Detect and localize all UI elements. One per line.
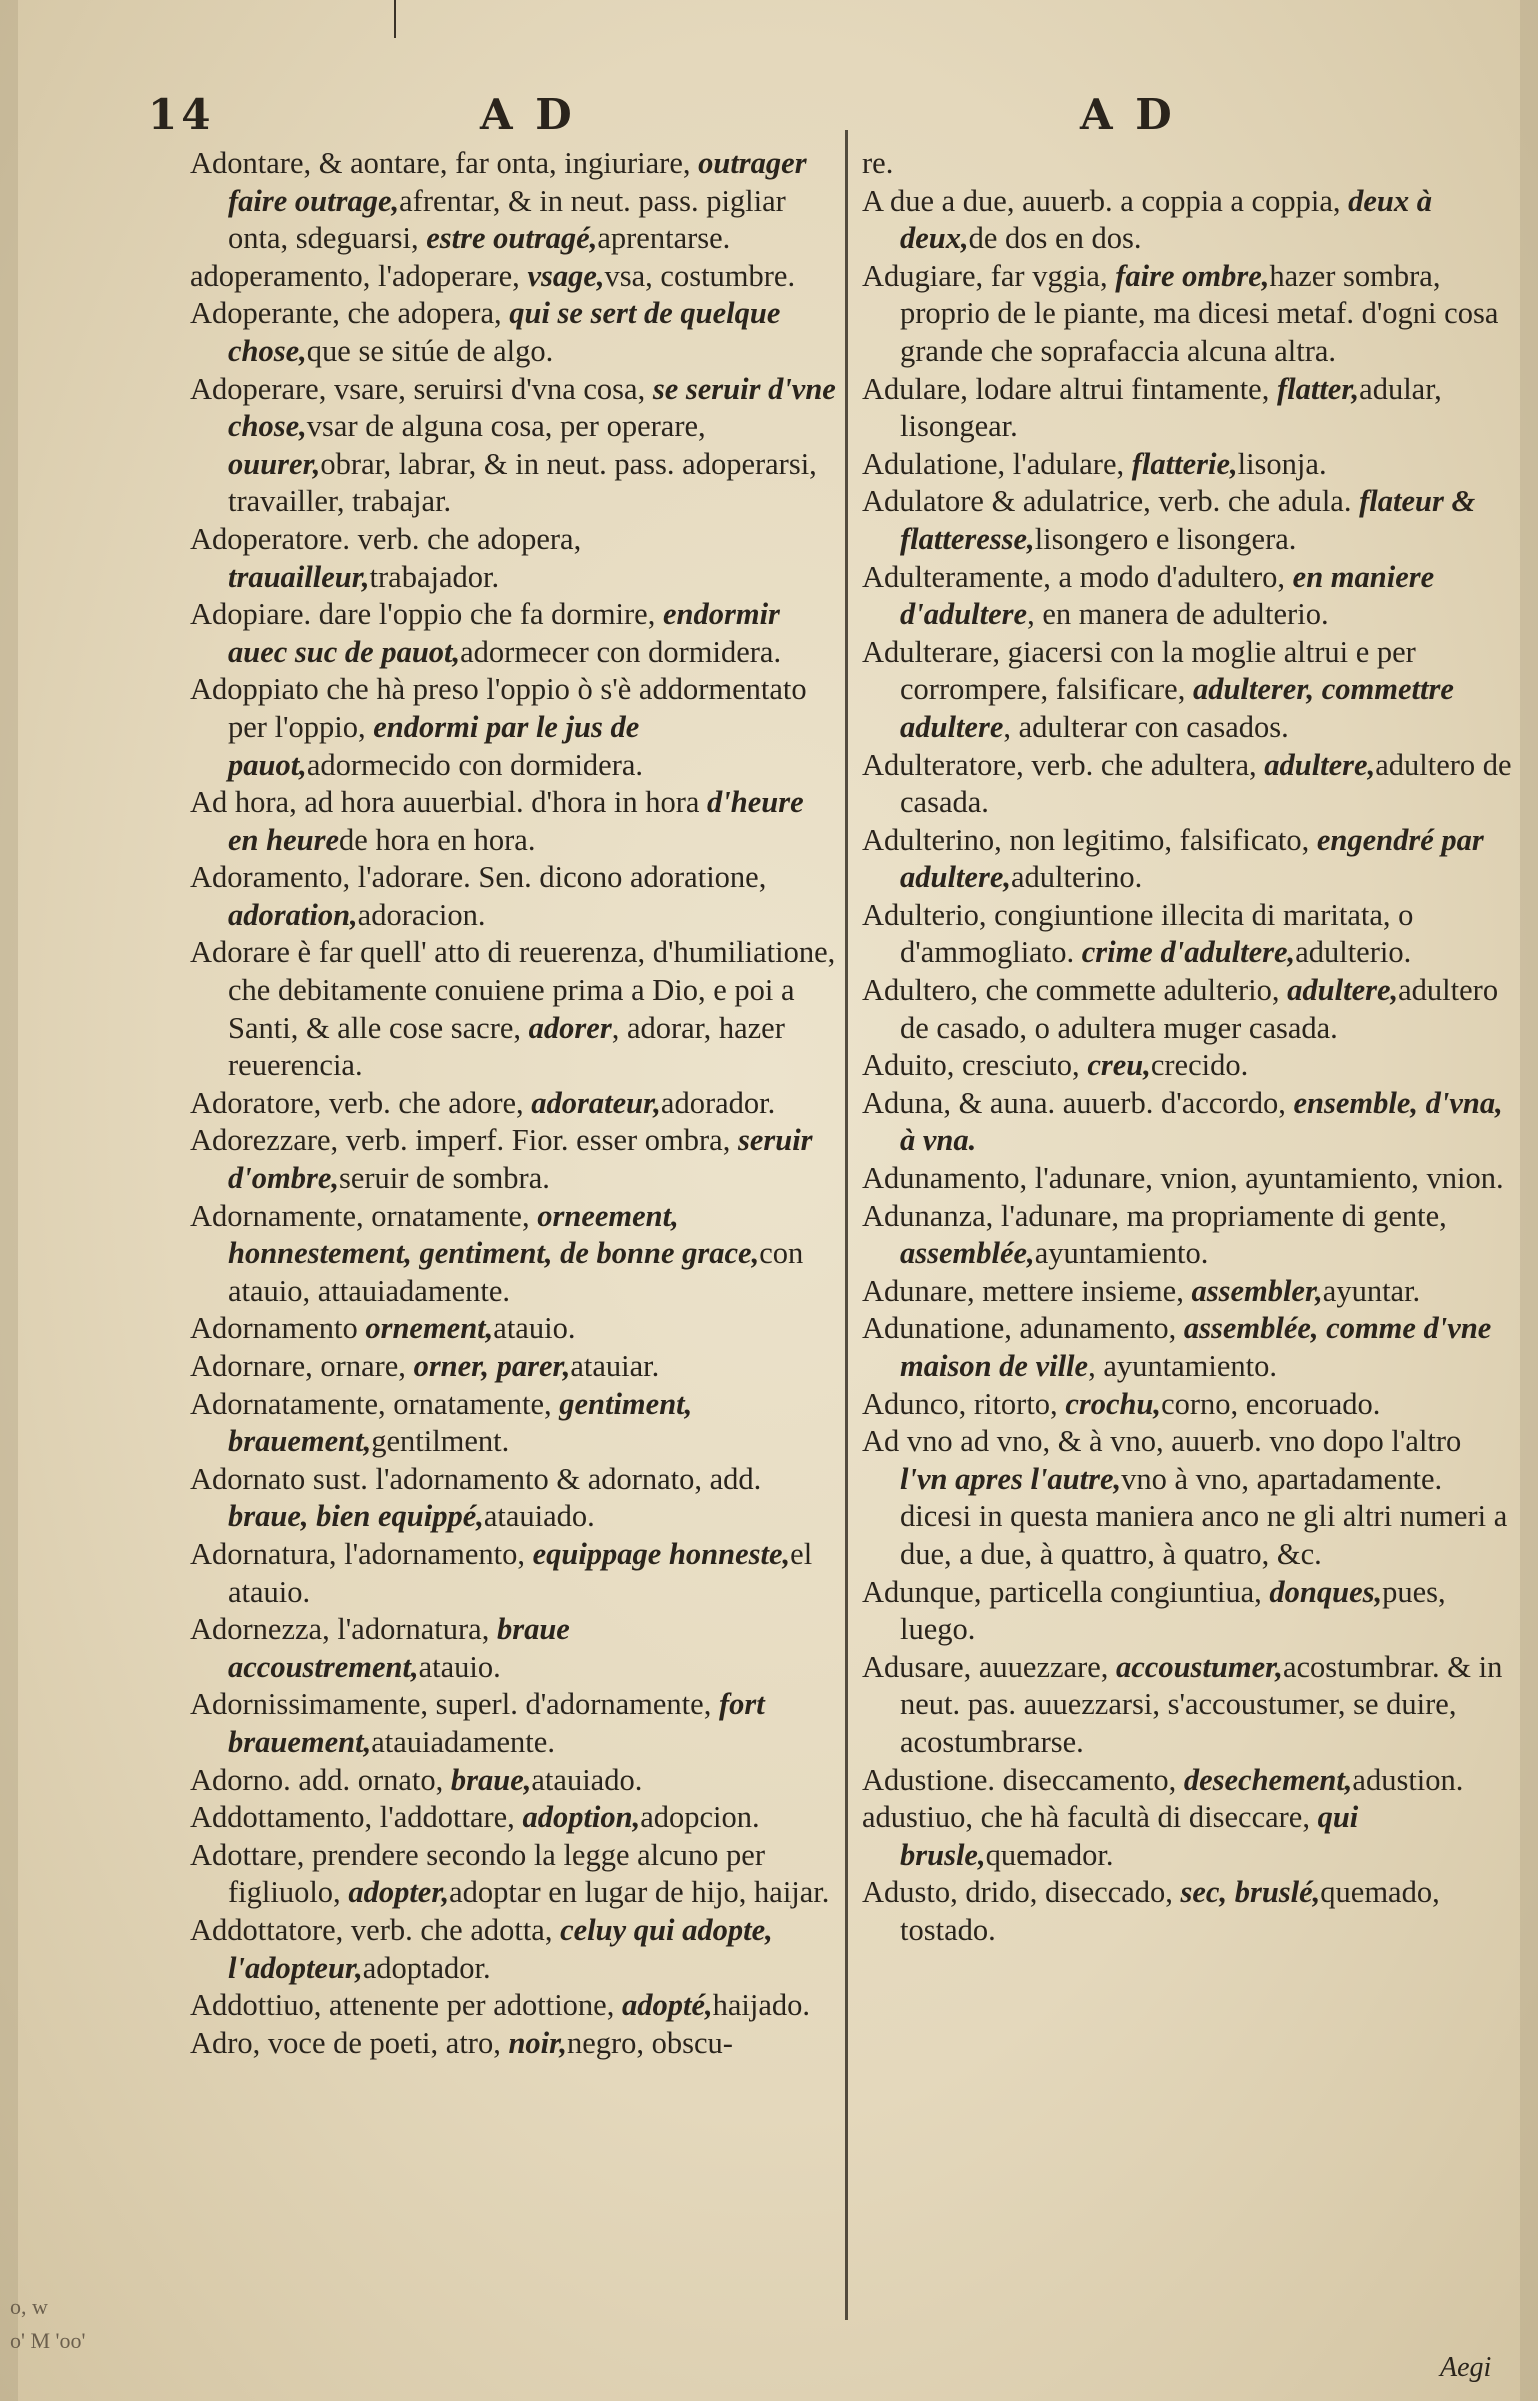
spanish-gloss: negro, obscu- [566,2025,733,2060]
headword-definition: Aduito, cresciuto, [862,1048,1088,1083]
headword-definition: Adornamento [190,1311,366,1346]
headword-definition: Adulatione, l'adulare, [862,446,1132,481]
headword-definition: Adorezzare, verb. imperf. Fior. esser ombra, [190,1123,738,1158]
dictionary-entry [862,183,1512,258]
catchword: Aegi [1440,2352,1492,2383]
french-gloss: flateur & flatteresse, [900,484,1476,556]
dictionary-entry [190,1837,840,1912]
french-gloss: orner, parer, [413,1349,571,1383]
spanish-gloss: lisonja. [1237,446,1327,481]
french-gloss: qui se sert de quelque chose, [228,296,781,368]
right-running-head: A D [1080,90,1176,139]
headword-definition: Adulterino, non legitimo, falsificato, [862,822,1317,857]
french-gloss: d'heure en heure [228,785,804,857]
headword-definition: Adorno. add. ornato, [190,1762,451,1797]
spanish-gloss: acostumbrar. & in neut. pas. auuezzarsi, s'accoustumer, se duire, acostumbrarse. [900,1649,1503,1759]
spanish-gloss: vsar de alguna cosa, per operare, [306,409,706,444]
headword-definition: Adro, voce de poeti, atro, [190,2025,509,2060]
dictionary-entry [862,822,1512,897]
headword-definition: Adulterio, congiuntione illecita di maritata, o d'ammogliato. [862,897,1414,970]
dictionary-entry [190,1611,840,1686]
spanish-gloss: adopcion. [640,1800,760,1835]
dictionary-entry [190,596,840,671]
french-gloss: l'vn apres l'autre, [900,1461,1122,1496]
headword-definition: Adulteramente, a modo d'adultero, [862,559,1293,594]
dictionary-entry [190,1461,840,1536]
dictionary-entry [190,1198,840,1311]
spanish-gloss: adormecer con dormidera. [460,634,782,669]
dictionary-entry [190,1799,840,1837]
french-gloss: endormi par le jus de pauot, [228,709,640,782]
spanish-gloss: adoptar en lugar de hijo, haijar. [449,1875,830,1910]
french-gloss: adultere, [1264,747,1376,782]
spanish-gloss: atauiadamente. [371,1724,555,1759]
headword-definition: Adontare, & aontare, far onta, ingiuriare, [190,146,699,180]
headword-definition: Adoperare, vsare, seruirsi d'vna cosa, [190,371,653,406]
dictionary-entry [190,1122,840,1197]
french-gloss: engendré par adultere, [900,822,1484,895]
french-gloss: trauailleur, [228,559,370,594]
spanish-gloss: atauio. [418,1649,501,1684]
column-divider [845,130,848,2320]
dictionary-entry [190,1686,840,1761]
dictionary-entry [862,145,1512,183]
french-gloss: adulterer, commettre adultere [900,672,1454,744]
dictionary-entry [862,747,1512,822]
dictionary-entry [862,1047,1512,1085]
right-column [862,145,1512,1950]
spanish-gloss: atauiado. [531,1762,643,1797]
dictionary-entry [190,671,840,784]
french-gloss: accoustumer, [1116,1649,1283,1684]
spanish-gloss: adulterino. [1010,860,1143,895]
french-gloss: gentiment, brauement, [228,1386,693,1459]
headword-definition: Adunatione, adunamento, [862,1311,1184,1346]
french-gloss: celuy qui adopte, l'adopteur, [228,1912,773,1985]
headword-definition: Adunanza, l'adunare, ma propriamente di gente, [862,1198,1447,1233]
french-gloss: assembler, [1191,1273,1323,1308]
spanish-gloss: ayuntar. [1322,1273,1421,1308]
french-gloss: adopter, [348,1875,450,1910]
french-gloss: crochu, [1065,1386,1162,1421]
dictionary-entry [862,1386,1512,1424]
headword-definition: re. [862,146,894,180]
spanish-gloss: vno à vno, apartadamente. dicesi in questa maniera anco ne gli altri numeri a due, a due, à quattro, à quatro, &c. [900,1461,1508,1571]
headword-definition: Adornato sust. l'adornamento & adornato, add. [190,1461,762,1496]
dictionary-entry [190,1987,840,2025]
spanish-gloss: adorador. [660,1085,776,1120]
french-gloss: sec, bruslé, [1180,1875,1321,1910]
spanish-gloss: atauiado. [483,1499,595,1534]
headword-definition: Adoratore, verb. che adore, [190,1085,532,1120]
spanish-gloss: hazer sombra, proprio de le piante, ma dicesi metaf. d'ogni cosa grande che soprafaccia alcuna altra. [900,258,1499,368]
dictionary-entry [862,1423,1512,1573]
french-gloss: deux à deux, [900,183,1432,256]
dictionary-entry [862,1160,1512,1198]
spanish-gloss: lisongero e lisongera. [1034,521,1297,556]
headword-definition: Adornezza, l'adornatura, [190,1612,497,1647]
dictionary-entry [862,446,1512,484]
dictionary-entry [190,1386,840,1461]
headword-definition: Adunare, mettere insieme, [862,1273,1192,1308]
french-gloss: orneement, honnestement, gentiment, de bonne grace, [228,1198,760,1271]
headword-definition: Adulteratore, verb. che adultera, [862,747,1265,782]
dictionary-entry [190,1085,840,1123]
spanish-gloss: , ayuntamiento. [1088,1349,1277,1383]
headword-definition: Adugiare, far vggia, [862,258,1116,293]
french-gloss: braue, bien equippé, [228,1499,484,1534]
french-gloss: creu, [1087,1048,1151,1083]
french-gloss: estre outragé, [426,221,598,256]
dictionary-entry [862,1574,1512,1649]
headword-definition: Adulare, lodare altrui fintamente, [862,371,1277,406]
headword-definition: Adoppiato che hà preso l'oppio ò s'è addormentato per l'oppio, [190,672,807,744]
headword-definition: Adorare è far quell' atto di reuerenza, d'humiliatione, che debitamente conuiene prima a Dio, e poi a Santi, & alle cose sacre, [190,935,836,1045]
dictionary-entry [862,371,1512,446]
french-gloss: desechement, [1183,1762,1353,1797]
spanish-gloss: gentilment. [371,1424,510,1459]
dictionary-entry [190,859,840,934]
headword-definition: Adoperante, che adopera, [190,296,510,331]
dictionary-entry [190,1310,840,1348]
dictionary-entry [862,1085,1512,1160]
french-gloss: endormir auec suc de pauot, [228,597,780,669]
left-running-head: A D [480,90,576,139]
french-gloss: braue, [450,1762,532,1797]
french-gloss: faire ombre, [1115,258,1270,293]
french-gloss: assemblée, comme d'vne maison de ville [900,1311,1492,1383]
dictionary-entry [190,1912,840,1987]
spanish-gloss: de dos en dos. [968,221,1142,256]
spanish-gloss: adormecido con dormidera. [306,747,644,782]
headword-definition: Ad vno ad vno, & à vno, auuerb. vno dopo l'altro [862,1424,1462,1459]
headword-definition: A due a due, auuerb. a coppia a coppia, [862,183,1349,218]
french-gloss: vsage, [527,258,605,293]
spanish-gloss: quemado, tostado. [900,1875,1440,1947]
dictionary-entry [190,2025,840,2063]
french-gloss: adorer [528,1010,612,1045]
dictionary-entry [862,258,1512,371]
bottom-left-marks: o, w o' M 'oo' [10,2294,86,2353]
headword-definition: Adornissimamente, superl. d'adornamente, [190,1687,719,1722]
french-gloss: donques, [1269,1574,1383,1609]
dictionary-entry [190,145,840,258]
headword-definition: Adottare, prendere secondo la legge alcuno per figliuolo, [190,1837,766,1910]
right-page-edge [1520,0,1538,2401]
french-gloss: flatterie, [1131,446,1238,481]
dictionary-entry [862,1198,1512,1273]
headword-definition: Adunco, ritorto, [862,1386,1066,1421]
spanish-gloss: obrar, labrar, & in neut. pass. adoperarsi, travailler, trabajar. [228,446,817,519]
spanish-gloss: haijado. [712,1988,811,2023]
french-gloss: qui brusle, [900,1800,1359,1872]
dictionary-entry [190,784,840,859]
top-rule-mark [394,0,396,38]
headword-definition: Adultero, che commette adulterio, [862,973,1288,1008]
french-gloss: ensemble, d'vna, à vna. [900,1085,1503,1158]
headword-definition: Adunamento, l'adunare, vnion, ayuntamiento, vnion. [862,1161,1504,1196]
headword-definition: Adusare, auuezzare, [862,1649,1117,1684]
headword-definition: Adusto, drido, diseccado, [862,1875,1181,1910]
dictionary-entry [190,371,840,521]
french-gloss: ornement, [365,1311,494,1346]
spanish-gloss: atauio. [493,1311,576,1346]
headword-definition: Ad hora, ad hora auuerbial. d'hora in hora [190,785,708,820]
french-gloss: noir, [508,2025,567,2060]
left-column [190,145,840,2062]
headword-definition: Adunque, particella congiuntiua, [862,1574,1270,1609]
dictionary-entry [190,934,840,1084]
french-gloss: adopté, [621,1988,713,2023]
french-gloss: adultere, [1287,973,1399,1008]
french-gloss: assemblée, [900,1236,1035,1271]
spanish-gloss: corno, encoruado. [1161,1386,1381,1421]
dictionary-entry [190,1536,840,1611]
headword-definition: Adornatura, l'adornamento, [190,1536,533,1571]
dictionary-entry [190,1348,840,1386]
page-number: 14 [148,90,215,139]
french-gloss: adoption, [522,1800,641,1835]
headword-definition: Adulterare, giacersi con la moglie altrui e per corrompere, falsificare, [862,634,1416,707]
headword-definition: Addottiuo, attenente per adottione, [190,1988,622,2023]
headword-definition: adustiuo, che hà facultà di diseccare, [862,1800,1318,1835]
spanish-gloss: adustion. [1352,1762,1464,1797]
spanish-gloss: adultero de casada. [900,747,1512,820]
dictionary-entry [190,295,840,370]
headword-definition: Adornamente, ornatamente, [190,1198,538,1233]
headword-definition: Addottatore, verb. che adotta, [190,1912,561,1947]
headword-definition: Adustione. diseccamento, [862,1762,1184,1797]
dictionary-entry [862,483,1512,558]
french-gloss: outrager faire outrage, [228,146,807,218]
spanish-gloss: el atauio. [228,1536,813,1609]
dictionary-entry [862,1273,1512,1311]
dictionary-entry [190,521,840,596]
spanish-gloss: pues, luego. [900,1574,1446,1647]
headword-definition: Adornare, ornare, [190,1349,414,1383]
spanish-gloss: atauiar. [570,1349,660,1383]
spanish-gloss: , adorar, hazer reuerencia. [228,1010,785,1083]
spanish-gloss: vsa, costumbre. [604,258,796,293]
french-gloss: seruir d'ombre, [228,1123,813,1196]
dictionary-entry [862,634,1512,747]
spanish-gloss: , en manera de adulterio. [1027,597,1329,632]
french-gloss: ouurer, [228,446,321,481]
dictionary-entry [862,559,1512,634]
french-gloss: crime d'adultere, [1081,935,1296,970]
french-gloss: fort brauement, [228,1687,765,1759]
spanish-gloss: de hora en hora. [339,822,536,857]
french-gloss: adorateur, [531,1085,661,1120]
french-gloss: en maniere d'adultere [900,559,1435,632]
headword-definition: adoperamento, l'adoperare, [190,258,528,293]
dictionary-entry [190,258,840,296]
spanish-gloss: adultero de casado, o adultera muger casada. [900,973,1499,1045]
dictionary-entry [862,897,1512,972]
dictionary-entry [862,972,1512,1047]
spanish-gloss: crecido. [1150,1048,1249,1083]
dictionary-entry [862,1799,1512,1874]
spanish-gloss: adoptador. [362,1950,491,1985]
dictionary-entry [862,1310,1512,1385]
spanish-gloss: adoracion. [357,897,486,932]
spanish-gloss: con atauio, attauiadamente. [228,1236,804,1308]
dictionary-entry [190,1762,840,1800]
french-gloss: se seruir d'vne chose, [228,371,836,444]
headword-definition: Adulatore & adulatrice, verb. che adula. [862,484,1360,519]
french-gloss: flatter, [1276,371,1360,406]
dictionary-entry [862,1874,1512,1949]
french-gloss: equippage honneste, [532,1536,791,1571]
headword-definition: Addottamento, l'addottare, [190,1800,523,1835]
spanish-gloss: quemador. [985,1837,1114,1872]
headword-definition: Aduna, & auna. auuerb. d'accordo, [862,1085,1294,1120]
left-page-edge [0,0,18,2401]
headword-definition: Adopiare. dare l'oppio che fa dormire, [190,597,663,632]
spanish-gloss: adular, lisongear. [900,371,1442,444]
french-gloss: adoration, [228,897,358,932]
dictionary-entry [862,1649,1512,1762]
headword-definition: Adornatamente, ornatamente, [190,1386,560,1421]
spanish-gloss: , adulterar con casados. [1003,709,1289,744]
spanish-gloss: trabajador. [369,559,500,594]
spanish-gloss: aprentarse. [597,221,731,256]
dictionary-entry [862,1762,1512,1800]
spanish-gloss: ayuntamiento. [1034,1236,1209,1271]
headword-definition: Adoramento, l'adorare. Sen. dicono adoratione, [190,860,767,895]
spanish-gloss: que se sitúe de algo. [306,333,554,368]
spanish-gloss: seruir de sombra. [338,1161,550,1196]
spanish-gloss: afrentar, & in neut. pass. pigliar onta, sdeguarsi, [228,183,786,256]
spanish-gloss: adulterio. [1295,935,1412,970]
headword-definition: Adoperatore. verb. che adopera, [190,521,582,556]
french-gloss: braue accoustrement, [228,1612,570,1684]
